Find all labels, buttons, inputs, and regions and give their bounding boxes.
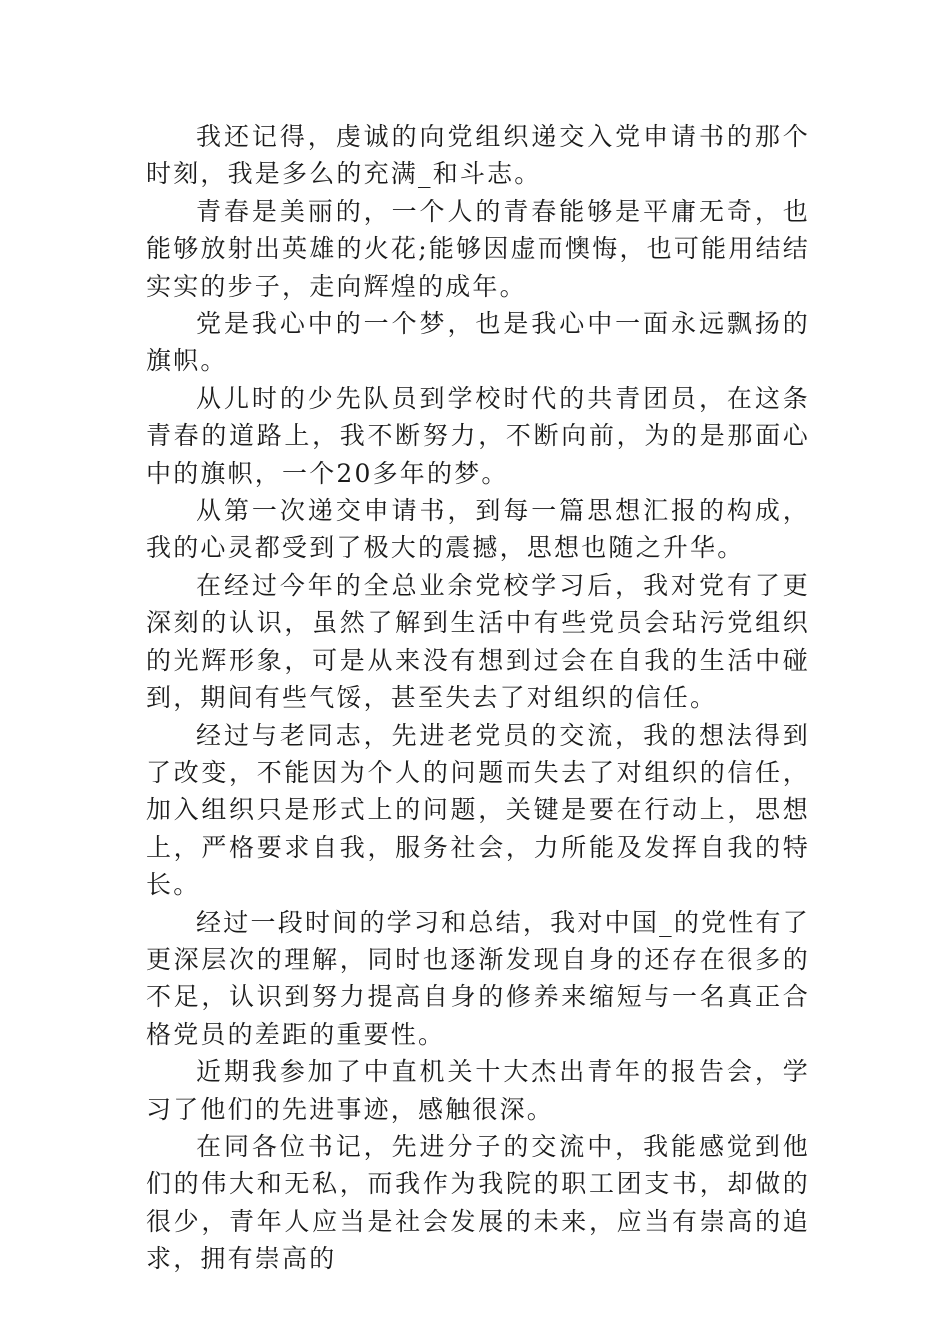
paragraph: 在同各位书记，先进分子的交流中，我能感觉到他们的伟大和无私，而我作为我院的职工团支书，却做的很少，青年人应当是社会发展的未来，应当有崇高的追求，拥有崇高的 bbox=[146, 1131, 810, 1274]
paragraph: 经过一段时间的学习和总结，我对中国_的党性有了更深层次的理解，同时也逐渐发现自身的还存在很多的不足，认识到努力提高自身的修养来缩短与一名真正合格党员的差距的重要性。 bbox=[146, 907, 810, 1049]
paragraph: 在经过今年的全总业余党校学习后，我对党有了更深刻的认识，虽然了解到生活中有些党员会玷污党组织的光辉形象，可是从来没有想到过会在自我的生活中碰到，期间有些气馁，甚至失去了对组织的信任。 bbox=[146, 570, 810, 713]
paragraph: 党是我心中的一个梦，也是我心中一面永远飘扬的旗帜。 bbox=[146, 309, 810, 376]
paragraph: 从第一次递交申请书，到每一篇思想汇报的构成，我的心灵都受到了极大的震撼，思想也随之升华。 bbox=[146, 496, 810, 563]
paragraph: 从儿时的少先队员到学校时代的共青团员，在这条青春的道路上，我不断努力，不断向前，为的是那面心中的旗帜，一个20多年的梦。 bbox=[146, 383, 810, 488]
paragraph: 经过与老同志，先进老党员的交流，我的想法得到了改变，不能因为个人的问题而失去了对组织的信任，加入组织只是形式上的问题，关键是要在行动上，思想上，严格要求自我，服务社会，力所能及发挥自我的特长。 bbox=[146, 720, 810, 900]
paragraph: 近期我参加了中直机关十大杰出青年的报告会，学习了他们的先进事迹，感触很深。 bbox=[146, 1057, 810, 1124]
paragraph: 青春是美丽的，一个人的青春能够是平庸无奇，也能够放射出英雄的火花;能够因虚而懊悔，也可能用结结实实的步子，走向辉煌的成年。 bbox=[146, 196, 810, 301]
document-body bbox=[146, 118, 810, 1278]
paragraph: 我还记得，虔诚的向党组织递交入党申请书的那个时刻，我是多么的充满_和斗志。 bbox=[146, 122, 810, 189]
